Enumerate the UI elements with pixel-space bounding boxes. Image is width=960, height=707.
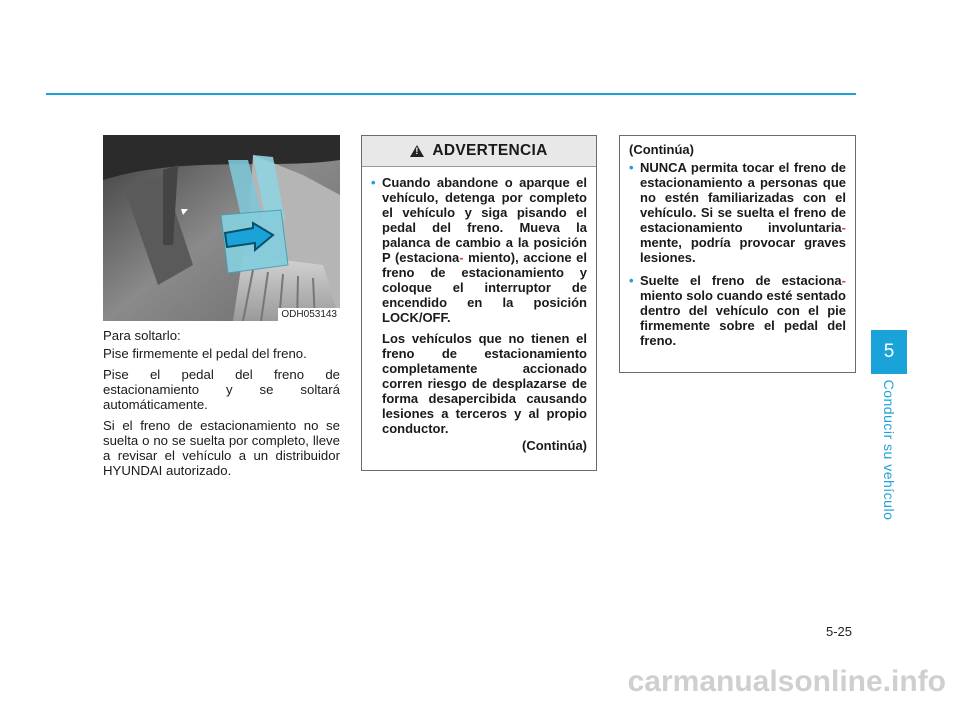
body-text [103,328,340,484]
chapter-tab: 5 [871,330,907,374]
watermark: carmanualsonline.info [627,665,946,698]
top-rule [46,93,856,95]
warning-paragraph: Los vehículos que no tienen el freno de estacionamiento completamente accionado corren riesgo de desplazarse de forma desapercibida causando lesiones a terceros y al propio conductor. [382,331,587,436]
bullet-text: mente, podría provocar graves lesiones. [640,235,846,265]
continued-label: (Continúa) [522,438,587,453]
warning-bullet [371,175,587,325]
hyphen: - [841,220,846,235]
bullet-text: miento), accione el freno de estacionamiento y coloque el interruptor de encendido en la posición LOCK/OFF. [382,250,587,325]
bullet-dot: • [629,273,634,288]
bullet-text: NUNCA permita tocar el freno de estacionamiento a personas que no estén familiarizadas con el vehículo. Si se suelta el freno de estacionamiento involuntaria [640,160,846,235]
warning-box [361,135,597,471]
chapter-title: Conducir su vehículo [881,379,897,521]
continued-header: (Continúa) [629,142,694,157]
warning-triangle-icon: ! [410,145,424,157]
bullet-dot: • [629,160,634,175]
page-number: 5-25 [826,624,853,639]
hyphen: - [459,250,464,265]
bullet-text: Suelte el freno de estaciona [640,273,842,288]
bullet-text: miento solo cuando esté sentado dentro del vehículo con el pie firmemente sobre el pedal del freno. [640,288,846,348]
continued-warning-box [619,135,856,373]
parking-brake-pedal-illustration [103,135,340,321]
warning-header [362,136,596,167]
paragraph: Pise el pedal del freno de estacionamiento y se soltará automáticamente. [103,367,340,412]
warning-bullet [629,273,846,348]
image-code: ODH053143 [278,308,340,321]
warning-bullet [629,160,846,265]
paragraph: Si el freno de estacionamiento no se suelta o no se suelta por completo, lleve a revisar el vehículo a un distribuidor HYUNDAI autorizado. [103,418,340,478]
hyphen: - [841,273,846,288]
bullet-dot: • [371,175,376,190]
paragraph: Pise firmemente el pedal del freno. [103,346,307,361]
warning-title: ADVERTENCIA [432,142,548,159]
paragraph: Para soltarlo: [103,328,181,343]
bullet-text: Cuando abandone o aparque el vehículo, detenga por completo el vehículo y siga pisando el pedal del freno. Mueva la palanca de cambio a la posición P (estaciona [382,175,587,265]
